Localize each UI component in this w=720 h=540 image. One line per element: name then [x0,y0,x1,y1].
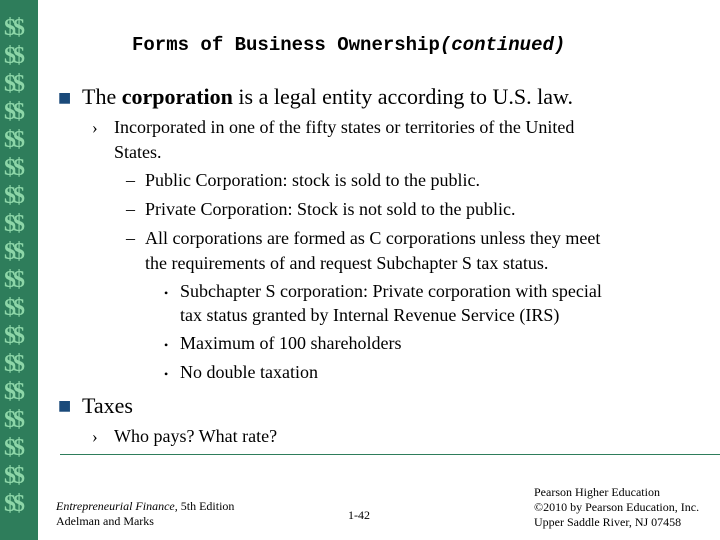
sidebar [0,0,38,540]
dollar-symbol: $$ [4,295,22,321]
dollar-symbol: $$ [4,211,22,237]
dot-bullet-icon: • [164,338,169,352]
who-pays-item: Who pays? What rate? [114,426,278,446]
no-double-taxation-item: No double taxation [180,362,318,382]
dollar-symbol: $$ [4,71,22,97]
incorporated-line-1: Incorporated in one of the fifty states or territories of the United [114,117,575,137]
book-edition: 5th Edition [177,499,235,513]
square-bullet-icon: ■ [58,90,72,106]
dollar-symbol: $$ [4,407,22,433]
chevron-bullet-icon: › [92,427,98,446]
page-number: 1-42 [348,508,370,522]
footer-publisher: Pearson Higher Education ©2010 by Pearson Education, Inc. Upper Saddle River, NJ 07458 [534,485,700,529]
dollar-symbol: $$ [4,239,22,265]
subchapter-s-line-1: Subchapter S corporation: Private corporation with special [180,281,602,301]
title-suffix: (continued) [439,34,566,56]
public-corporation-item: Public Corporation: stock is sold to the public. [145,170,480,190]
taxes-bullet: Taxes [82,393,133,418]
slide-title [132,34,565,56]
max-shareholders-item: Maximum of 100 shareholders [180,333,402,353]
dollar-symbol: $$ [4,379,22,405]
dot-bullet-icon: • [164,286,169,300]
dollar-symbol: $$ [4,99,22,125]
footer-divider [60,454,720,455]
dash-bullet-icon: – [126,228,135,248]
dash-bullet-icon: – [126,170,135,190]
dollar-symbol: $$ [4,491,22,517]
dollar-symbol: $$ [4,435,22,461]
dollar-symbol: $$ [4,463,22,489]
dollar-symbol: $$ [4,43,22,69]
c-corporation-line-1: All corporations are formed as C corporations unless they meet [145,228,601,248]
footer-book [56,499,234,529]
dollar-symbol: $$ [4,351,22,377]
dollar-symbol: $$ [4,267,22,293]
dollar-symbol: $$ [4,183,22,209]
c-corporation-line-2: the requirements of and request Subchapter S tax status. [145,253,549,273]
square-bullet-icon: ■ [58,398,72,414]
title-main: Forms of Business Ownership [132,34,440,56]
incorporated-line-2: States. [114,142,162,162]
book-authors: Adelman and Marks [56,514,154,528]
private-corporation-item: Private Corporation: Stock is not sold to the public. [145,199,516,219]
corporation-bullet: The corporation is a legal entity according to U.S. law. [82,84,574,109]
chevron-bullet-icon: › [92,118,98,137]
dollar-symbol: $$ [4,127,22,153]
dollar-symbol: $$ [4,15,22,41]
corporation-term: corporation [121,84,233,109]
book-title: Entrepreneurial Finance, [56,499,178,513]
dollar-symbol: $$ [4,323,22,349]
dollar-symbol: $$ [4,155,22,181]
dash-bullet-icon: – [126,199,135,219]
dot-bullet-icon: • [164,367,169,381]
subchapter-s-line-2: tax status granted by Internal Revenue Service (IRS) [180,305,560,325]
